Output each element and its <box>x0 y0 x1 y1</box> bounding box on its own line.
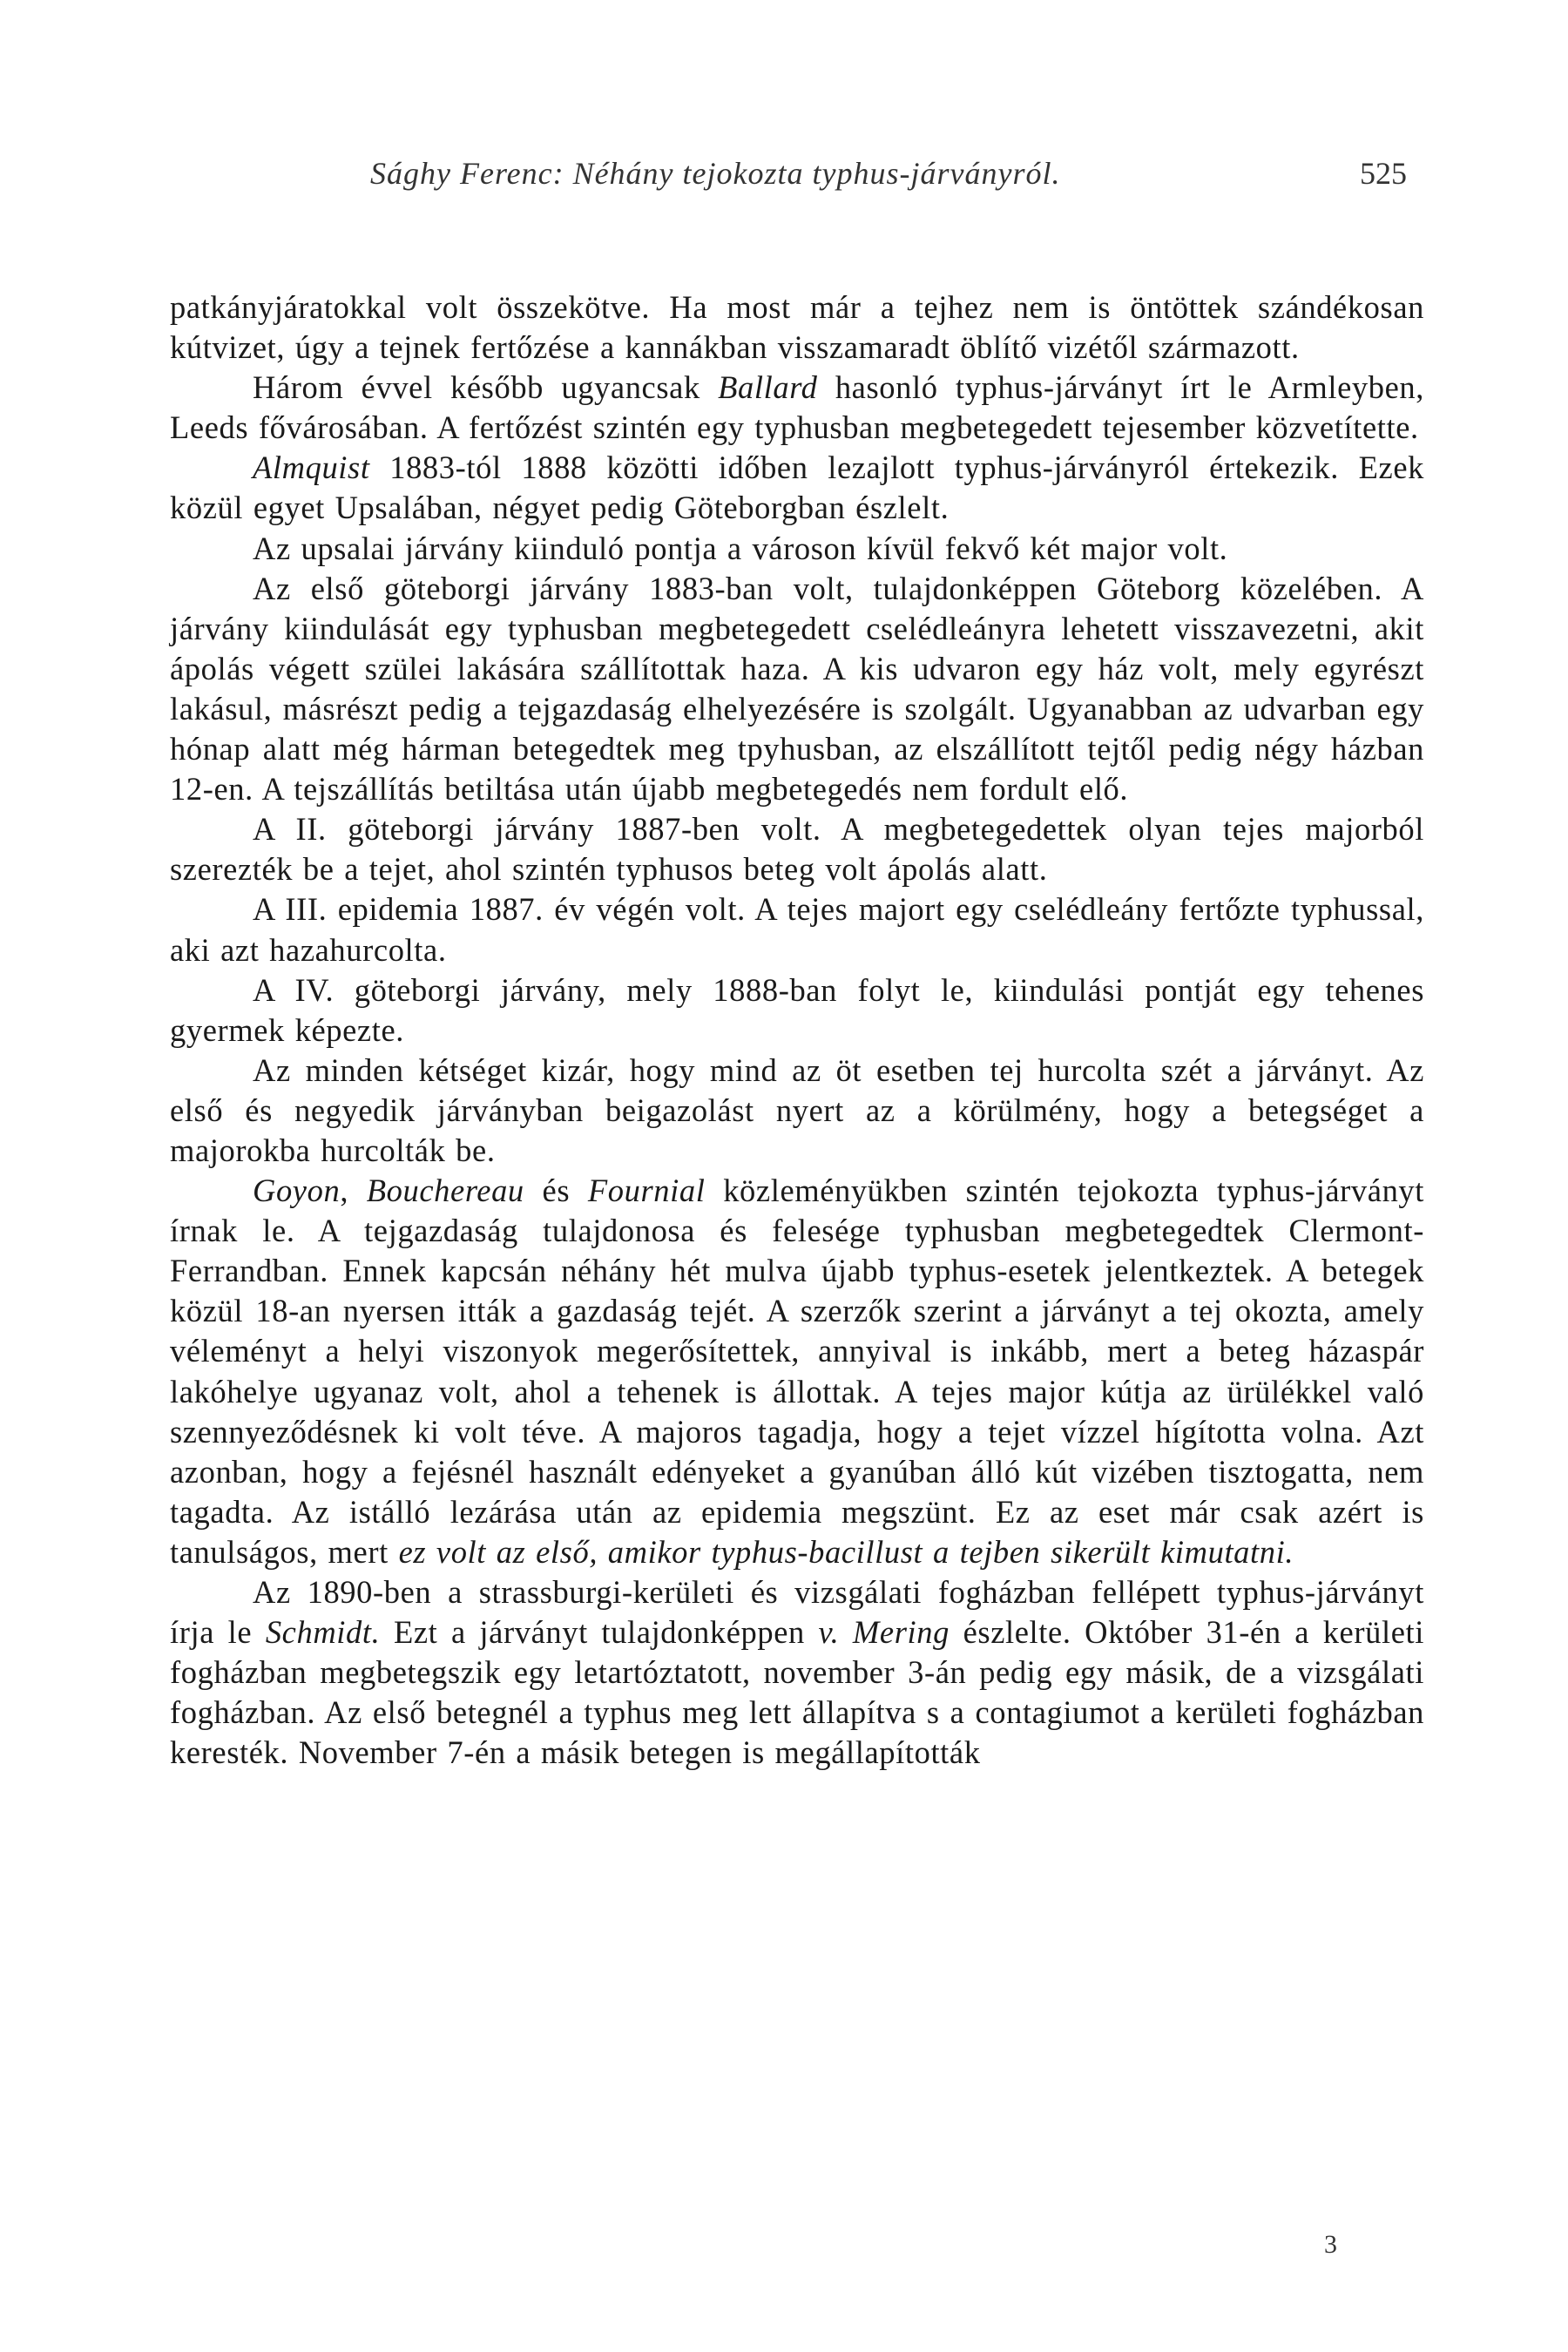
text-run: Három évvel később ugyancsak <box>253 369 719 406</box>
italic-text: Schmidt. <box>265 1614 381 1651</box>
text-run: Az minden kétséget kizár, hogy mind az öt esetben tej hurcolta szét a járványt. Az első és negyedik járványban beigazolást nyert az a körülmény, hogy a betegséget a majorokba hurcolták be. <box>170 1051 1424 1168</box>
paragraph <box>170 970 1424 1051</box>
text-run: patkányjáratokkal volt összekötve. Ha most már a tejhez nem is öntöttek szándékosan kútvizet, úgy a tejnek fertőzése a kannákban visszamaradt öblítő vizétől származott. <box>170 289 1424 366</box>
text-run: és <box>524 1173 588 1209</box>
text-run: közleményükben szintén tejokozta typhus-járványt írnak le. A tejgazdaság tulajdonosa és felesége typhusban megbetegedtek Clermont-Ferrandban. Ennek kapcsán néhány hét mulva újabb typhus-esetek jelentkeztek. A betegek közül 18-an nyersen itták a gazdaság tejét. A szerzők szerint a járványt a tej okozta, amely véleményt a helyi viszonyok megerősítettek, annyival is inkább, mert a beteg házaspár lakóhelye ugyanaz volt, ahol a tehenek is állottak. A tejes major kútja az ürülékkel való szennyeződésnek ki volt téve. A majoros tagadja, hogy a tejet vízzel hígította volna. Azt azonban, hogy a fejésnél használt edényeket a gyanúban álló kút vizében tisztogatta, nem tagadta. Az istálló lezárása után az epidemia megszünt. Ez az eset már csak azért is tanulságos, mert <box>170 1173 1425 1570</box>
paragraph <box>170 1572 1424 1773</box>
paragraph <box>170 448 1424 528</box>
italic-text: Ballard <box>718 369 818 406</box>
paragraph <box>170 569 1424 810</box>
italic-text: Almquist <box>253 449 370 486</box>
text-run: Az upsalai járvány kiinduló pontja a városon kívül fekvő két major volt. <box>253 530 1228 566</box>
paragraph <box>170 368 1424 448</box>
text-run: A II. göteborgi járvány 1887-ben volt. A megbetegedettek olyan tejes majorból szerezték be a tejet, ahol szintén typhusos beteg volt ápolás alatt. <box>170 811 1424 888</box>
paragraph <box>170 1171 1424 1572</box>
text-run: Ezt a járványt tulajdonképpen <box>380 1614 819 1651</box>
text-run: 1883-tól 1888 közötti időben lezajlott typhus-járványról értekezik. Ezek közül egyet Upsalában, négyet pedig Göteborgban észlelt. <box>170 449 1424 526</box>
paragraph <box>170 529 1424 569</box>
running-title: Sághy Ferenc: Néhány tejokozta typhus-járványról. <box>370 156 1061 191</box>
text-run: , <box>340 1173 367 1209</box>
signature-mark: 3 <box>1324 2230 1337 2259</box>
text-run: Az első göteborgi járvány 1883-ban volt, tulajdonképpen Göteborg közelében. A járvány kiindulását egy typhusban megbetegedett cselédleányra lehetett visszavezetni, akit ápolás végett szülei lakására szállítottak haza. A kis udvaron egy ház volt, mely egyrészt lakásul, másrészt pedig a tejgazdaság elhelyezésére is szolgált. Ugyanabban az udvarban egy hónap alatt még hárman betegedtek meg tpyhusban, az elszállított tejtől pedig négy házban 12-en. A tejszállítás betiltása után újabb megbetegedés nem fordult elő. <box>170 570 1424 808</box>
paragraph <box>170 889 1424 970</box>
italic-text: Fournial <box>587 1173 706 1209</box>
paragraph <box>170 287 1424 368</box>
text-run: A IV. göteborgi járvány, mely 1888-ban folyt le, kiindulási pontját egy tehenes gyermek képezte. <box>170 971 1424 1048</box>
italic-text: Bouchereau <box>366 1173 524 1209</box>
running-head <box>170 155 1407 199</box>
paragraph <box>170 809 1424 889</box>
body-text <box>170 287 1424 1773</box>
italic-text: Goyon <box>253 1173 341 1209</box>
page-number: 525 <box>1360 156 1407 191</box>
italic-text: ez volt az első, amikor typhus-bacillust a tejben sikerült kimutatni. <box>398 1533 1294 1570</box>
paragraph <box>170 1051 1424 1171</box>
text-run: hasonló typhus-járványt írt le Armleyben, Leeds fővárosában. A fertőzést szintén egy typhusban megbetegedett tejesember közvetítette. <box>170 369 1425 446</box>
italic-text: v. Mering <box>818 1614 950 1651</box>
text-run: Az 1890-ben a strassburgi-kerületi és vizsgálati fogházban fellépett typhus-járványt írja le <box>170 1574 1424 1651</box>
text-run: A III. epidemia 1887. év végén volt. A tejes majort egy cselédleány fertőzte typhussal, aki azt hazahurcolta. <box>170 891 1424 968</box>
text-run: észlelte. Október 31-én a kerületi fogházban megbetegszik egy letartóztatott, november 3-án pedig egy másik, de a vizsgálati fogházban. Az első betegnél a typhus meg lett állapítva s a contagiumot a kerületi fogházban keresték. November 7-én a másik betegen is megállapították <box>170 1614 1424 1771</box>
